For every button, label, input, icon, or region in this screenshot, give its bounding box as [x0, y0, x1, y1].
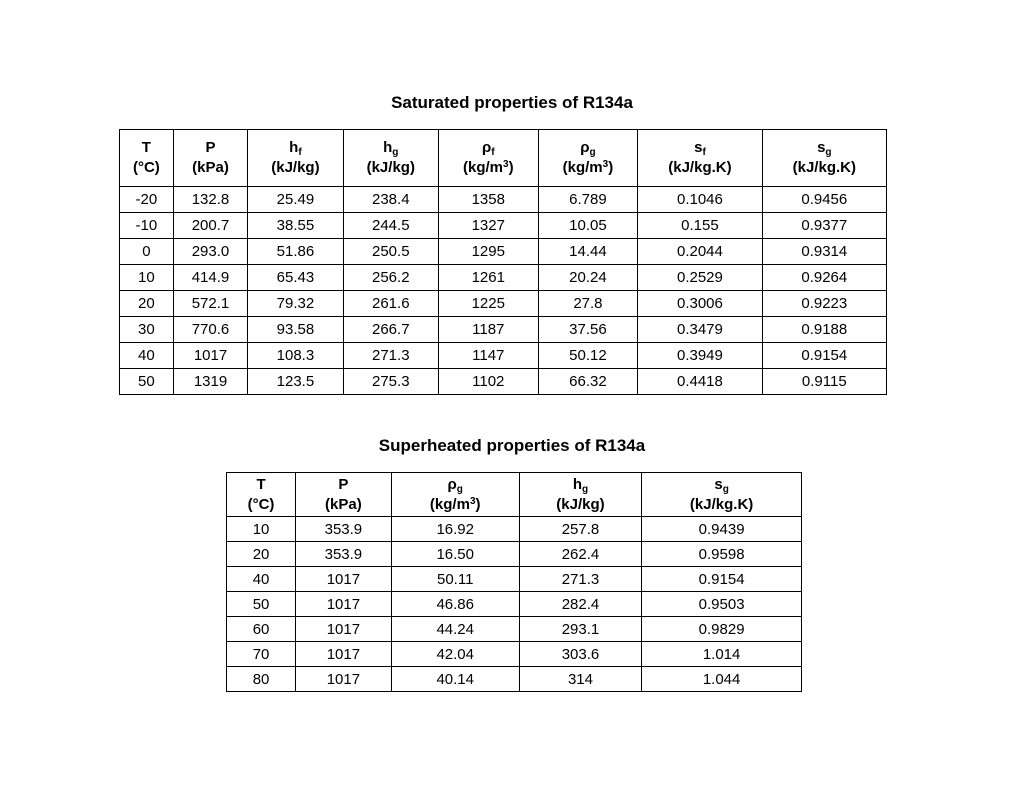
header-symbol: h: [289, 139, 299, 156]
table-cell: 314: [519, 667, 642, 692]
header-symbol: P: [338, 475, 349, 493]
table-cell: 0.2044: [638, 239, 762, 265]
table-cell: 1102: [438, 369, 538, 395]
table-cell: -10: [120, 213, 174, 239]
header-subscript: g: [722, 483, 729, 495]
table-cell: 250.5: [343, 239, 438, 265]
header-unit: (kg/m: [462, 159, 503, 176]
saturated-properties-table: [119, 129, 887, 395]
column-header: [519, 473, 642, 517]
header-unit-tail: ): [608, 159, 614, 176]
header-symbol: P: [205, 139, 216, 156]
table-cell: 0.2529: [638, 265, 762, 291]
table-cell: 30: [120, 317, 174, 343]
table-cell: 0.9829: [642, 617, 802, 642]
table-row: [227, 517, 802, 542]
table-cell: 0.9223: [762, 291, 886, 317]
header-subscript: g: [589, 147, 596, 158]
header-unit: (kg/m: [429, 495, 470, 513]
header-subscript: g: [582, 483, 589, 495]
table-cell: 50: [120, 369, 174, 395]
column-header: [248, 130, 343, 187]
column-header: [642, 473, 802, 517]
header-symbol: h: [383, 139, 393, 156]
table-cell: 40: [227, 567, 296, 592]
header-unit-tail: ): [475, 495, 481, 513]
table-cell: -20: [120, 187, 174, 213]
table-cell: 1327: [438, 213, 538, 239]
table-cell: 244.5: [343, 213, 438, 239]
table-row: [120, 213, 887, 239]
table-row: [227, 642, 802, 667]
header-unit: (kPa): [325, 495, 362, 513]
header-symbol: ρ: [580, 139, 590, 156]
table-cell: 0.9115: [762, 369, 886, 395]
table-cell: 60: [227, 617, 296, 642]
table-cell: 10: [120, 265, 174, 291]
table-cell: 80: [227, 667, 296, 692]
table-cell: 271.3: [343, 343, 438, 369]
table-cell: 70: [227, 642, 296, 667]
table-cell: 0.9377: [762, 213, 886, 239]
table-row: [227, 592, 802, 617]
table-cell: 27.8: [538, 291, 638, 317]
header-unit: (kJ/kg.K): [792, 159, 856, 176]
table-cell: 0.9154: [762, 343, 886, 369]
table-cell: 16.92: [391, 517, 519, 542]
table-cell: 266.7: [343, 317, 438, 343]
column-header: [227, 473, 296, 517]
header-superscript: 3: [469, 495, 476, 507]
table-cell: 0: [120, 239, 174, 265]
table-cell: 770.6: [173, 317, 247, 343]
column-header: [173, 130, 247, 187]
table-row: [120, 265, 887, 291]
header-superscript: 3: [503, 159, 509, 170]
column-header: [120, 130, 174, 187]
table-cell: 14.44: [538, 239, 638, 265]
table-cell: 40.14: [391, 667, 519, 692]
table-cell: 10.05: [538, 213, 638, 239]
column-header: [438, 130, 538, 187]
column-header: [296, 473, 392, 517]
table-cell: 20: [227, 542, 296, 567]
table-cell: 42.04: [391, 642, 519, 667]
table-cell: 257.8: [519, 517, 642, 542]
header-subscript: g: [456, 483, 463, 495]
table-cell: 123.5: [248, 369, 343, 395]
table-cell: 282.4: [519, 592, 642, 617]
table-cell: 0.9188: [762, 317, 886, 343]
table-cell: 132.8: [173, 187, 247, 213]
table-cell: 0.1046: [638, 187, 762, 213]
header-unit: (kJ/kg.K): [689, 495, 754, 513]
header-subscript: f: [702, 147, 706, 158]
header-unit: (kJ/kg): [556, 495, 605, 513]
table-cell: 1319: [173, 369, 247, 395]
table-cell: 44.24: [391, 617, 519, 642]
table-cell: 1225: [438, 291, 538, 317]
table-cell: 37.56: [538, 317, 638, 343]
table-row: [120, 291, 887, 317]
table-cell: 303.6: [519, 642, 642, 667]
table-cell: 0.9503: [642, 592, 802, 617]
table-cell: 293.1: [519, 617, 642, 642]
table-cell: 1017: [173, 343, 247, 369]
table-header-row: [120, 130, 887, 187]
table-cell: 353.9: [296, 517, 392, 542]
table-cell: 200.7: [173, 213, 247, 239]
table-cell: 16.50: [391, 542, 519, 567]
header-unit: (kJ/kg): [271, 159, 320, 176]
header-unit-tail: ): [508, 159, 514, 176]
table-cell: 1358: [438, 187, 538, 213]
header-unit: (°C): [247, 495, 275, 513]
table-cell: 38.55: [248, 213, 343, 239]
table-cell: 93.58: [248, 317, 343, 343]
header-unit: (kJ/kg.K): [668, 159, 732, 176]
column-header: [343, 130, 438, 187]
table-cell: 1017: [296, 642, 392, 667]
table-cell: 6.789: [538, 187, 638, 213]
table-cell: 1017: [296, 617, 392, 642]
superheated-table-title: Superheated properties of R134a: [378, 436, 646, 455]
header-unit: (kPa): [192, 159, 229, 176]
header-subscript: g: [825, 147, 832, 158]
table-cell: 0.155: [638, 213, 762, 239]
table-cell: 1017: [296, 592, 392, 617]
table-cell: 0.9456: [762, 187, 886, 213]
header-unit: (kg/m: [562, 159, 603, 176]
table-cell: 20.24: [538, 265, 638, 291]
table-row: [227, 542, 802, 567]
table-cell: 0.3949: [638, 343, 762, 369]
header-symbol: T: [141, 139, 151, 156]
header-symbol: T: [256, 475, 266, 493]
table-cell: 10: [227, 517, 296, 542]
table-row: [227, 667, 802, 692]
table-cell: 46.86: [391, 592, 519, 617]
table-cell: 262.4: [519, 542, 642, 567]
table-cell: 65.43: [248, 265, 343, 291]
table-cell: 261.6: [343, 291, 438, 317]
column-header: [391, 473, 519, 517]
table-cell: 256.2: [343, 265, 438, 291]
table-cell: 25.49: [248, 187, 343, 213]
table-row: [120, 369, 887, 395]
table-cell: 414.9: [173, 265, 247, 291]
table-cell: 0.3006: [638, 291, 762, 317]
table-cell: 1295: [438, 239, 538, 265]
table-row: [120, 187, 887, 213]
column-header: [638, 130, 762, 187]
table-cell: 1147: [438, 343, 538, 369]
header-symbol: ρ: [447, 475, 457, 493]
header-superscript: 3: [602, 159, 609, 170]
header-symbol: s: [694, 139, 703, 156]
header-subscript: f: [298, 147, 302, 158]
header-symbol: s: [817, 139, 826, 156]
table-row: [120, 317, 887, 343]
table-cell: 0.4418: [638, 369, 762, 395]
table-header-row: [227, 473, 802, 517]
table-cell: 271.3: [519, 567, 642, 592]
header-unit: (°C): [132, 159, 160, 176]
table-cell: 50: [227, 592, 296, 617]
table-cell: 1.044: [642, 667, 802, 692]
table-cell: 0.3479: [638, 317, 762, 343]
table-cell: 275.3: [343, 369, 438, 395]
header-symbol: h: [572, 475, 582, 493]
table-cell: 1187: [438, 317, 538, 343]
column-header: [762, 130, 886, 187]
table-cell: 572.1: [173, 291, 247, 317]
table-cell: 40: [120, 343, 174, 369]
table-cell: 0.9264: [762, 265, 886, 291]
table-cell: 0.9598: [642, 542, 802, 567]
header-symbol: ρ: [481, 139, 492, 156]
header-subscript: f: [491, 147, 495, 158]
table-cell: 293.0: [173, 239, 247, 265]
table-cell: 1.014: [642, 642, 802, 667]
table-cell: 0.9154: [642, 567, 802, 592]
table-cell: 238.4: [343, 187, 438, 213]
table-row: [227, 617, 802, 642]
table-cell: 353.9: [296, 542, 392, 567]
table-cell: 50.12: [538, 343, 638, 369]
saturated-table-title: Saturated properties of R134a: [391, 93, 633, 112]
table-row: [120, 239, 887, 265]
header-symbol: s: [714, 475, 723, 493]
table-cell: 79.32: [248, 291, 343, 317]
table-cell: 51.86: [248, 239, 343, 265]
column-header: [538, 130, 638, 187]
table-cell: 50.11: [391, 567, 519, 592]
table-cell: 1261: [438, 265, 538, 291]
header-unit: (kJ/kg): [366, 159, 415, 176]
table-cell: 20: [120, 291, 174, 317]
table-cell: 108.3: [248, 343, 343, 369]
superheated-properties-table: [226, 472, 802, 692]
table-cell: 66.32: [538, 369, 638, 395]
table-cell: 1017: [296, 667, 392, 692]
table-row: [120, 343, 887, 369]
header-subscript: g: [392, 147, 399, 158]
table-cell: 0.9314: [762, 239, 886, 265]
table-cell: 1017: [296, 567, 392, 592]
table-row: [227, 567, 802, 592]
table-cell: 0.9439: [642, 517, 802, 542]
